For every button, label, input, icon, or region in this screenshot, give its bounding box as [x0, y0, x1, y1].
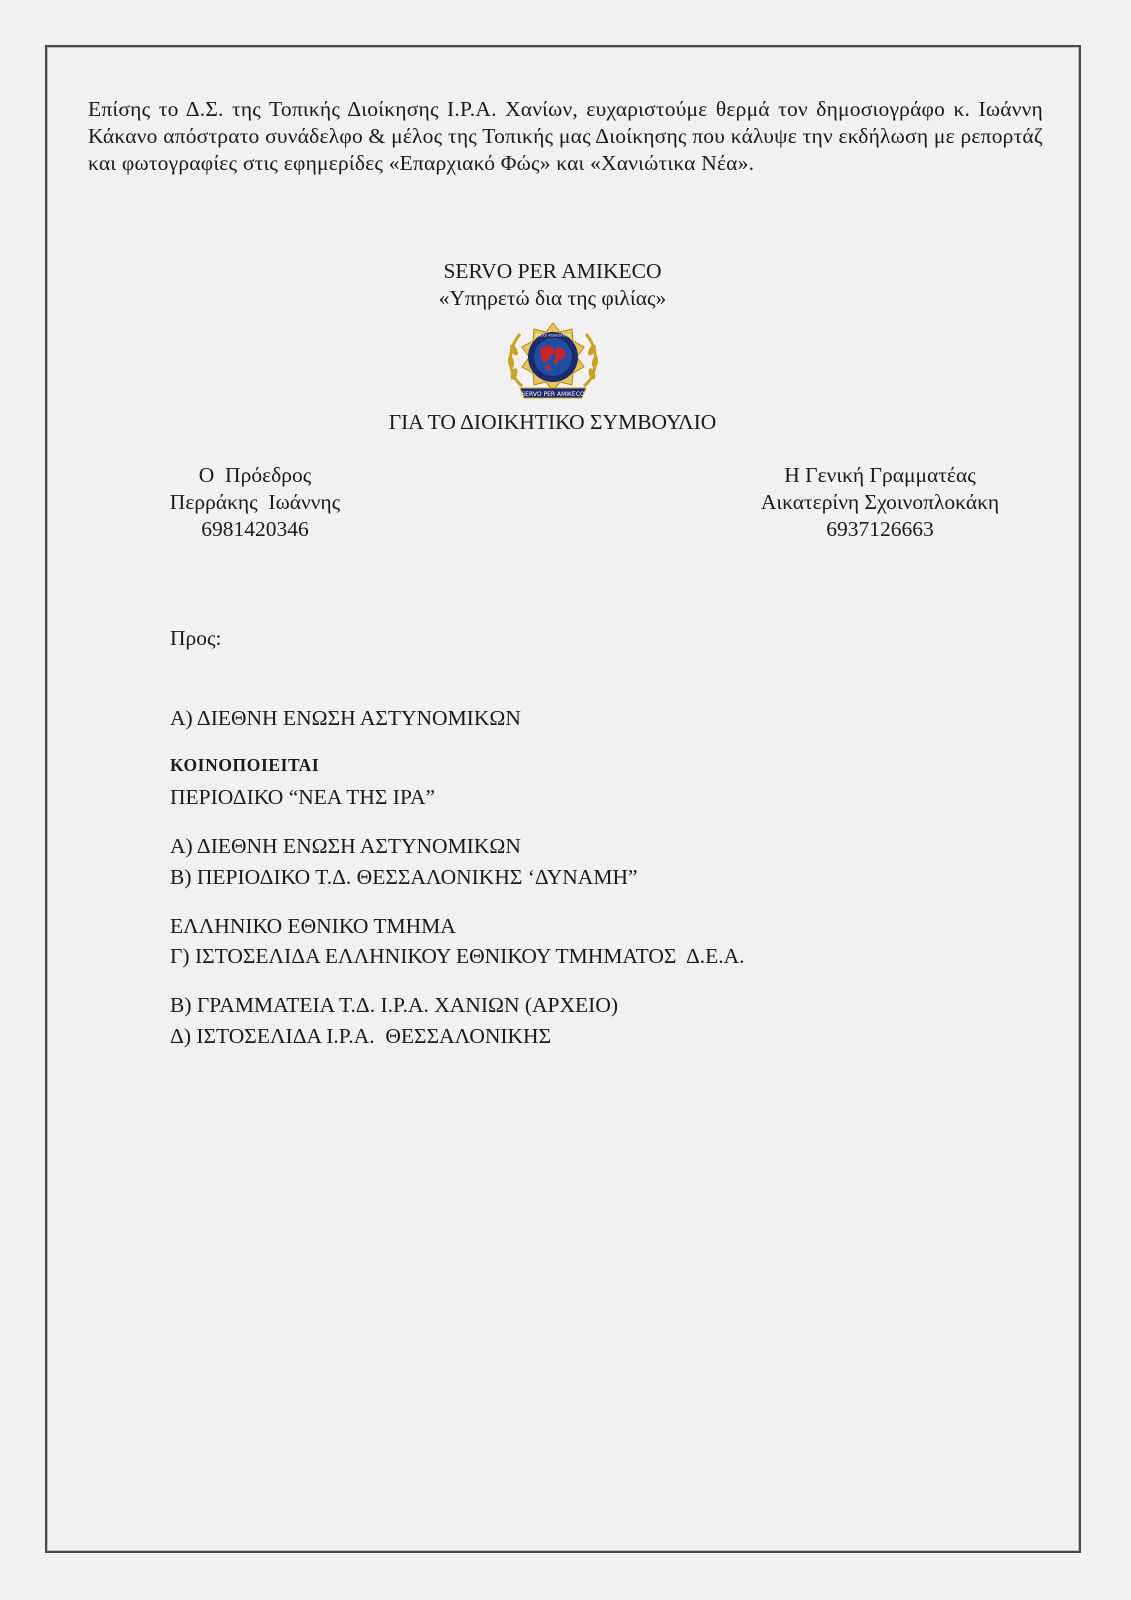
cc-line: Β) ΓΡΑΜΜΑΤΕΙΑ Τ.Δ. Ι.Ρ.Α. ΧΑΝΙΩΝ (ΑΡΧΕΙΟ)	[170, 993, 619, 1017]
cc-list	[170, 780, 618, 1045]
secretary-name: Αικατερίνη Σχοινοπλοκάκη	[760, 490, 1000, 514]
president-name: Περράκης Ιωάννης	[169, 490, 341, 514]
secretary-role: Η Γενική Γραμματέας	[784, 463, 976, 487]
cc-line: Α) ΔΙΕΘΝΗ ΕΝΩΣΗ ΑΣΤΥΝΟΜΙΚΩΝ	[170, 834, 521, 858]
emblem-banner-text: SERVO PER AMIKECO	[521, 391, 585, 398]
recipients-heading: Προς:	[170, 626, 222, 650]
thanks-paragraph: Επίσης το Δ.Σ. της Τοπικής Διοίκησης Ι.Ρ.Α. Χανίων, ευχαριστούμε θερμά τον δημοσιογράφο κ. Ιωάννη Κάκανο απόστρατο συνάδελφο & μέλος της Τοπικής μας Διοίκησης που κάλυψε την εκδήλωση με ρεπορτάζ και φωτογραφίες στις εφημερίδες «Επαρχιακό Φώς» και «Χανιώτικα Νέα».	[88, 97, 1043, 175]
emblem-top-text: POLICE ASSOCIATION	[535, 333, 571, 338]
recipient-line: Β) ΠΕΡΙΟΔΙΚΟ Τ.Δ. ΘΕΣΣΑΛΟΝΙΚΗΣ ‘ΔΥΝΑΜΗ”	[170, 864, 638, 889]
recipient-line: Δ) ΙΣΤΟΣΕΛΙΔΑ Ι.Ρ.Α. ΘΕΣΣΑΛΟΝΙΚΗΣ	[170, 1023, 552, 1048]
secretary-signature-block	[730, 462, 1030, 543]
cc-line: ΕΛΛΗΝΙΚΟ ΕΘΝΙΚΟ ΤΜΗΜΑ	[170, 913, 456, 938]
recipient-line: Γ) ΙΣΤΟΣΕΛΙΔΑ ΕΛΛΗΝΙΚΟΥ ΕΘΝΙΚΟΥ ΤΜΗΜΑΤΟΣ Δ.Ε.Α.	[170, 944, 745, 968]
president-role: Ο Πρόεδρος	[198, 463, 312, 487]
motto-subtitle: «Υπηρετώ δια της φιλίας»	[438, 286, 667, 310]
recipient-line: Α) ΔΙΕΘΝΗ ΕΝΩΣΗ ΑΣΤΥΝΟΜΙΚΩΝ	[170, 705, 521, 730]
president-phone: 6981420346	[201, 517, 309, 541]
board-heading: ΓΙΑ ΤΟ ΔΙΟΙΚΗΤΙΚΟ ΣΥΜΒΟΥΛΙΟ	[388, 410, 717, 434]
president-signature-block	[130, 462, 380, 543]
cc-heading: ΚΟΙΝΟΠΟΙΕΙΤΑΙ	[170, 755, 320, 775]
ipa-emblem-logo	[500, 320, 606, 402]
secretary-phone: 6937126663	[826, 517, 934, 541]
motto-title: SERVO PER AMIKECO	[443, 259, 662, 283]
recipient-line: ΠΕΡΙΟΔΙΚΟ “ΝΕΑ ΤΗΣ ΙΡΑ”	[170, 785, 436, 809]
